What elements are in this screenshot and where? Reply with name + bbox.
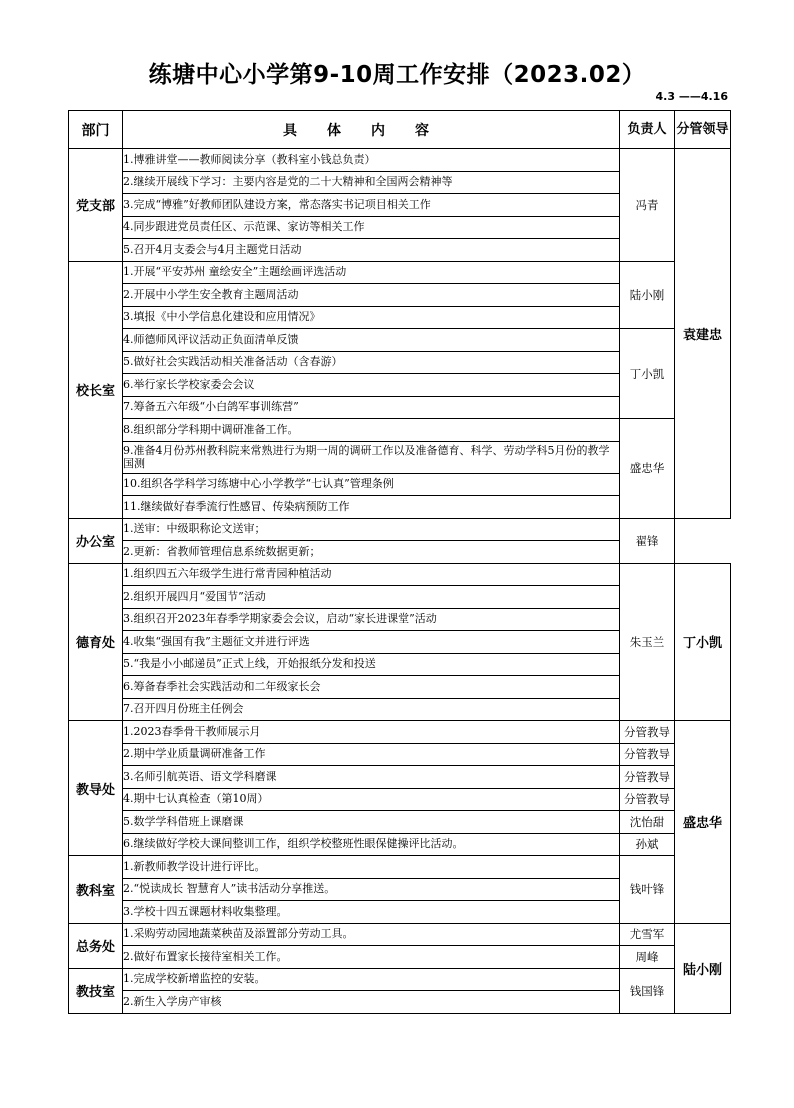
task-item: 3.组织召开2023年春季学期家委会会议，启动“家长进课堂”活动 (123, 608, 620, 631)
task-item: 2.“悦读成长 智慧育人”读书活动分享推送。 (123, 878, 620, 901)
task-item: 3.学校十四五课题材料收集整理。 (123, 901, 620, 924)
task-item: 2.新生入学房产审核 (123, 991, 620, 1014)
task-item: 1.博雅讲堂——教师阅读分享（教科室小钱总负责） (123, 149, 620, 172)
table-row (69, 811, 731, 834)
responsible-person: 朱玉兰 (620, 563, 675, 721)
task-item: 2.期中学业质量调研准备工作 (123, 743, 620, 766)
task-item: 3.填报《中小学信息化建设和应用情况》 (123, 306, 620, 329)
task-item: 6.筹备春季社会实践活动和二年级家长会 (123, 676, 620, 699)
task-item: 2.组织开展四月“爱国节”活动 (123, 586, 620, 609)
task-item: 6.继续做好学校大课间整训工作，组织学校整班性眼保健操评比活动。 (123, 833, 620, 856)
task-item: 4.同步跟进党员责任区、示范课、家访等相关工作 (123, 216, 620, 239)
responsible-person: 盛忠华 (620, 419, 675, 519)
header-responsible: 负责人 (620, 111, 675, 149)
responsible-person: 陆小刚 (620, 261, 675, 329)
table-row (69, 923, 731, 946)
responsible-person: 分管教导 (620, 743, 675, 766)
page-title: 练塘中心小学第9-10周工作安排（2023.02） (148, 62, 646, 88)
responsible-person: 翟锋 (620, 518, 675, 563)
table-row (69, 518, 731, 541)
task-item: 5.“我是小小邮递员”正式上线，开始报纸分发和投送 (123, 653, 620, 676)
task-item: 4.期中七认真检查（第10周） (123, 788, 620, 811)
dept-tech-office: 教技室 (69, 968, 123, 1013)
responsible-person: 分管教导 (620, 788, 675, 811)
table-row (69, 856, 731, 879)
task-item: 1.新教师教学设计进行评比。 (123, 856, 620, 879)
task-item: 1.完成学校新增监控的安装。 (123, 968, 620, 991)
table-row (69, 788, 731, 811)
task-item: 5.做好社会实践活动相关准备活动（含春游） (123, 351, 620, 374)
task-item: 4.收集“强国有我”主题征文并进行评选 (123, 631, 620, 654)
task-item: 7.筹备五六年级“小白鸽军事训练营” (123, 396, 620, 419)
task-item: 4.师德师风评议活动正负面清单反馈 (123, 329, 620, 352)
responsible-person: 钱国锋 (620, 968, 675, 1013)
table-row (69, 329, 731, 352)
table-row (69, 261, 731, 284)
table-row (69, 968, 731, 991)
responsible-person: 分管教导 (620, 766, 675, 789)
task-item: 8.组织部分学科期中调研准备工作。 (123, 419, 620, 442)
task-item: 10.组织各学科学习练塘中心小学教学“七认真”管理条例 (123, 473, 620, 496)
leader-name: 丁小凯 (675, 563, 731, 721)
task-item: 2.做好布置家长接待室相关工作。 (123, 946, 620, 969)
responsible-person: 周峰 (620, 946, 675, 969)
responsible-person: 孙斌 (620, 833, 675, 856)
task-item: 1.采购劳动园地蔬菜秧苗及添置部分劳动工具。 (123, 923, 620, 946)
schedule-table (68, 110, 731, 1014)
header-dept: 部门 (69, 111, 123, 149)
responsible-person: 冯青 (620, 149, 675, 262)
responsible-person: 钱叶锋 (620, 856, 675, 924)
table-row (69, 766, 731, 789)
task-item: 7.召开四月份班主任例会 (123, 698, 620, 721)
leader-name: 袁建忠 (675, 149, 731, 519)
task-item: 1.组织四五六年级学生进行常青园种植活动 (123, 563, 620, 586)
dept-office: 办公室 (69, 518, 123, 563)
table-row (69, 743, 731, 766)
task-item: 9.准备4月份苏州教科院来常熟进行为期一周的调研工作以及准备德育、科学、劳动学科5月份的教学国测 (123, 441, 620, 473)
task-item: 3.完成“博雅”好教师团队建设方案，常态落实书记项目相关工作 (123, 194, 620, 217)
task-item: 5.数学学科借班上课磨课 (123, 811, 620, 834)
responsible-person: 丁小凯 (620, 329, 675, 419)
task-item: 2.更新：省教师管理信息系统数据更新； (123, 541, 620, 564)
table-row (69, 833, 731, 856)
task-item: 2.开展中小学生安全教育主题周活动 (123, 284, 620, 307)
header-leader: 分管领导 (675, 111, 731, 149)
dept-moral-education: 德育处 (69, 563, 123, 721)
table-row (69, 419, 731, 442)
table-row (69, 563, 731, 586)
dept-principal-office: 校长室 (69, 261, 123, 518)
task-item: 3.名师引航英语、语文学科磨课 (123, 766, 620, 789)
task-item: 1.开展“平安苏州 童绘安全”主题绘画评选活动 (123, 261, 620, 284)
responsible-person: 尤雪军 (620, 923, 675, 946)
dept-general-affairs: 总务处 (69, 923, 123, 968)
task-item: 1.送审：中级职称论文送审； (123, 518, 620, 541)
dept-academic-affairs: 教导处 (69, 721, 123, 856)
leader-name: 盛忠华 (675, 721, 731, 924)
dept-party-branch: 党支部 (69, 149, 123, 262)
table-row (69, 721, 731, 744)
table-row (69, 149, 731, 172)
task-item: 5.召开4月支委会与4月主题党日活动 (123, 239, 620, 262)
table-row (69, 946, 731, 969)
dept-research-office: 教科室 (69, 856, 123, 924)
responsible-person: 沈怡甜 (620, 811, 675, 834)
header-row (69, 111, 731, 149)
responsible-person: 分管教导 (620, 721, 675, 744)
task-item: 6.举行家长学校家委会会议 (123, 374, 620, 397)
task-item: 11.继续做好春季流行性感冒、传染病预防工作 (123, 496, 620, 519)
task-item: 2.继续开展线下学习：主要内容是党的二十大精神和全国两会精神等 (123, 171, 620, 194)
task-item: 1.2023春季骨干教师展示月 (123, 721, 620, 744)
leader-name: 陆小刚 (675, 923, 731, 1013)
date-range: 4.3 ——4.16 (655, 90, 728, 103)
header-content: 具体内容 (123, 111, 620, 149)
